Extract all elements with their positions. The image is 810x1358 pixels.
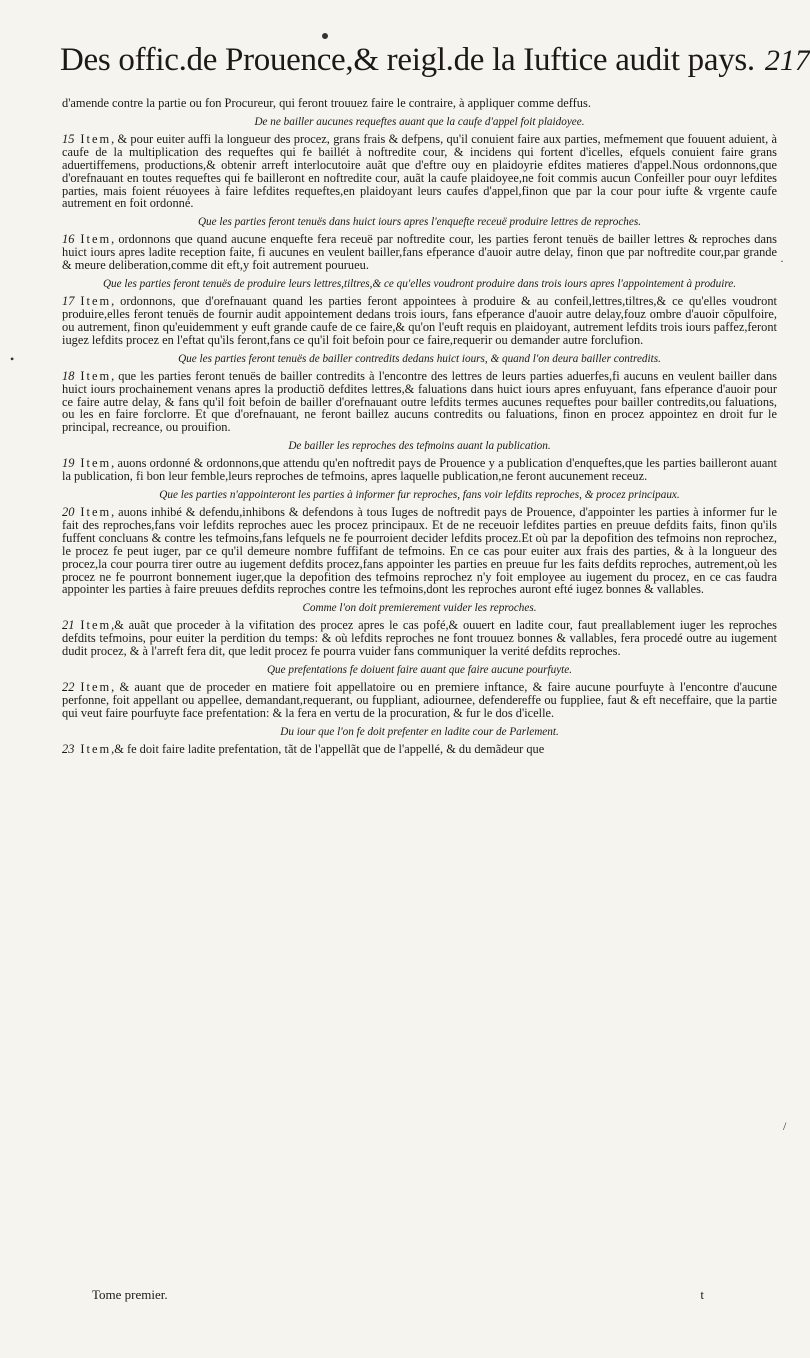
article-lead-word: Item (80, 131, 112, 146)
article-paragraph (62, 295, 777, 347)
margin-bullet-mark: • (10, 352, 15, 366)
running-title: Des offic.de Prouence,& reigl.de la Iuftice audit pays. (60, 42, 755, 78)
section-heading: Que les parties n'appointeront les parties à informer fur reproches, fans voir lefdits reproches, & procez principaux. (159, 489, 680, 502)
article-lead-word: Item (80, 456, 112, 471)
article-number: 21 (62, 618, 75, 633)
continuation-paragraph: d'amende contre la partie ou fon Procureur, qui feront trouuez faire le contraire, à appliquer comme deffus. (62, 96, 591, 110)
article-text: , auons ordonné & ordonnons,que attendu qu'en noftredit pays de Prouence y a publication d'enqueftes,que les parties bailleront auant la publication, fi bon leur femble,leurs reproches de tefmoins, apres laquelle publication,ne feront aucunement receuz. (62, 456, 777, 484)
section-heading: Du iour que l'on fe doit prefenter en ladite cour de Parlement. (280, 725, 559, 738)
article-number: 16 (62, 232, 75, 247)
article-paragraph (62, 506, 777, 596)
article-number: 20 (62, 505, 75, 520)
article-lead-word: Item (80, 680, 112, 695)
margin-tick-mark: · (780, 254, 784, 268)
document-body (62, 97, 777, 758)
article-text: , & auant que de proceder en matiere foit appellatoire ou en premiere inftance, & faire aucune pourfuyte à l'encontre d'aucune perfonne, foit appellant ou appellee, demandant,requerant, ou fuppliant, adiournee, defendereffe ou fuppliee, faut & eft neceffaire, que la partie qui veut faire pourfuyte face prefentation: & la fera en vertu de la procuration, & fur le dos d'icelle. (62, 680, 777, 720)
section-heading: De ne bailler aucunes requeftes auant que la caufe d'appel foit plaidoyee. (254, 115, 585, 128)
section-heading: Que les parties feront tenuës dans huict iours apres l'enquefte receuë produire lettres de reproches. (197, 216, 642, 229)
article-lead-word: Item (80, 232, 112, 247)
article-lead-word: Item (80, 505, 112, 520)
footer-tome-label: Tome premier. (92, 1287, 168, 1302)
page-footer (62, 1287, 712, 1303)
margin-slash-mark: / (783, 1119, 787, 1133)
signature-mark: t (700, 1287, 704, 1302)
article-paragraph (62, 457, 777, 483)
article-text: , que les parties feront tenuës de bailler contredits à l'encontre des lettres de leurs parties aduerfes,fi aucuns en veulent bailler dans huict iours prochainement venans apres la productiõ defdites lettres,& faluations dans huict iours apres enfuyuant, fans efperance d'auoir pour ce faire autre delay, & fans qu'il foit befoin de bailler d'orefnauant outre lefdits termes aucunes requeftes pour bailler contredits,ou faluations, ou les en faire forclorre. Et que d'orefnauant, ne feront baillez aucuns contredits ou faluations, finon en procez appointez en droit fur le principal, recreance, ou prouifion. (62, 368, 777, 435)
article-paragraph (62, 233, 777, 272)
article-number: 17 (62, 294, 75, 309)
article-paragraph (62, 133, 777, 210)
article-number: 15 (62, 131, 75, 146)
running-header (60, 42, 810, 79)
article-text: ,& fe doit faire ladite prefentation, tãt de l'appellãt que de l'appellé, & du demãdeur que (111, 741, 545, 756)
article-lead-word: Item (80, 294, 112, 309)
article-paragraph (62, 370, 777, 435)
section-heading: Que prefentations fe doiuent faire auant que faire aucune pourfuyte. (266, 664, 573, 677)
article-number: 19 (62, 456, 75, 471)
ink-dot-mark (322, 33, 328, 39)
article-paragraph (62, 681, 777, 720)
article-text: , ordonnons, que d'orefnauant quand les parties feront appointees à produire & au confeil,lettres,tiltres,& ce qu'elles voudront produire,elles feront tenuës de fournir audit appointement dedans trois iours, fans efperance d'auoir autre delay,fouz ombre d'auoir cõpulfoire, ou autrement, finon qu'euidemment y euft grande caufe de ce faire,& qu'on l'euft requis en plaidoyant, autrement lefdits trois iours paffez,feront iugez lefdits procez en l'eftat qu'ils feront,fans ce qu'il foit befoin pour ce faire,requerir ou demander autre forclufion. (62, 294, 777, 347)
article-text: , auons inhibé & defendu,inhibons & defendons à tous Iuges de noftredit pays de Prouence, d'appointer les parties à informer fur le fait des reproches,fans voir lefdits reproches auec les procez principaux. Et de ne receuoir lefdites parties en preuue defdits faits, finon qu'ils fuffent concluans & contre les tefmoins,fans lefquels ne fe pourroient decider lefdits procez.Et où par la depofition des tefmoins non reprochez, le procez fe peut iuger, par ce qu'il demeure nombre fuffifant de tefmoins. En ce cas pour euiter aux frais des parties, & à la longueur des procez,la cour pourra tirer outre au iugement defdits procez,fans appointer les parties en preuue fur les faits defdits reproches, autrement,où les procez ne fe pourront bonnement iuger,que la depofition des tefmoins reprochez n'y foit employee au iugement du procez, en ce cas faudra appointer les parties à faire preuues defdits reproches contre les tefmoins,dont les reproches auront efté iugez bonnes & vallables. (62, 505, 777, 597)
article-text: , & pour euiter auffi la longueur des procez, grans frais & defpens, qu'il conuient faire aux parties, mefmement que fouuent aduient, à caufe de la multiplication des requeftes qui fe baillét à noftredite cour, & incidens qui fortent d'icelles, efquels conuient faire grans aduertiffemens, productions,& obtenir arreft interlocutoire auãt que d'eftre ouy en plaidoyrie efdites matieres d'appel.Nous ordonnons,que d'orefnauant en toutes requeftes qui fe bailleront en noftredite cour, auãt la caufe plaidoyee,ne foit commis aucun Confeiller pour ouyr lefdites parties, mais foient réuoyees à faire lefdites requeftes,en plaidoyant leurs caufes d'appel,finon que par la cour pour iufte & vrgente caufe autrement en foit ordonné. (62, 131, 777, 211)
article-lead-word: Item (80, 741, 112, 756)
section-heading: Comme l'on doit premierement vuider les reproches. (302, 602, 537, 615)
article-paragraph (62, 619, 777, 658)
article-text: ,& auãt que proceder à la vifitation des procez apres le cas pofé,& ouuert en ladite cour, faut preallablement iuger les reproches defdits tefmoins, pour euiter la perdition du temps: & où lefdits reproches ne font trouuez bonnes & vallables, fera procedé outre au iugement dudit procez, & à l'arreft fera dit, que ledit procez fe pourra vuider fans communiquer la verité defdits reproches. (62, 618, 777, 659)
section-heading: Que les parties feront tenuës de produire leurs lettres,tiltres,& ce qu'elles voudront produire dans trois iours apres l'appointement à produire. (102, 278, 737, 291)
page-number: 217 (764, 44, 810, 77)
article-text: , ordonnons que quand aucune enquefte fera receuë par noftredite cour, les parties feront tenuës de bailler lettres & reproches dans huict iours apres ladite reception faite, fi aucunes en veulent bailler,fans efperance d'auoir autre delay, finon que par noftredite cour,par grande & meure deliberation,comme dit eft,y foit autrement pourueu. (62, 232, 777, 273)
article-lead-word: Item (80, 368, 112, 383)
article-number: 18 (62, 368, 75, 383)
article-lead-word: Item (80, 618, 112, 633)
section-heading: De bailler les reproches des tefmoins auant la publication. (288, 440, 551, 453)
article-number: 22 (62, 680, 75, 695)
article-number: 23 (62, 741, 75, 756)
section-heading: Que les parties feront tenuës de bailler contredits dedans huict iours, & quand l'on deura bailler contredits. (178, 352, 661, 365)
article-paragraph (62, 743, 777, 756)
